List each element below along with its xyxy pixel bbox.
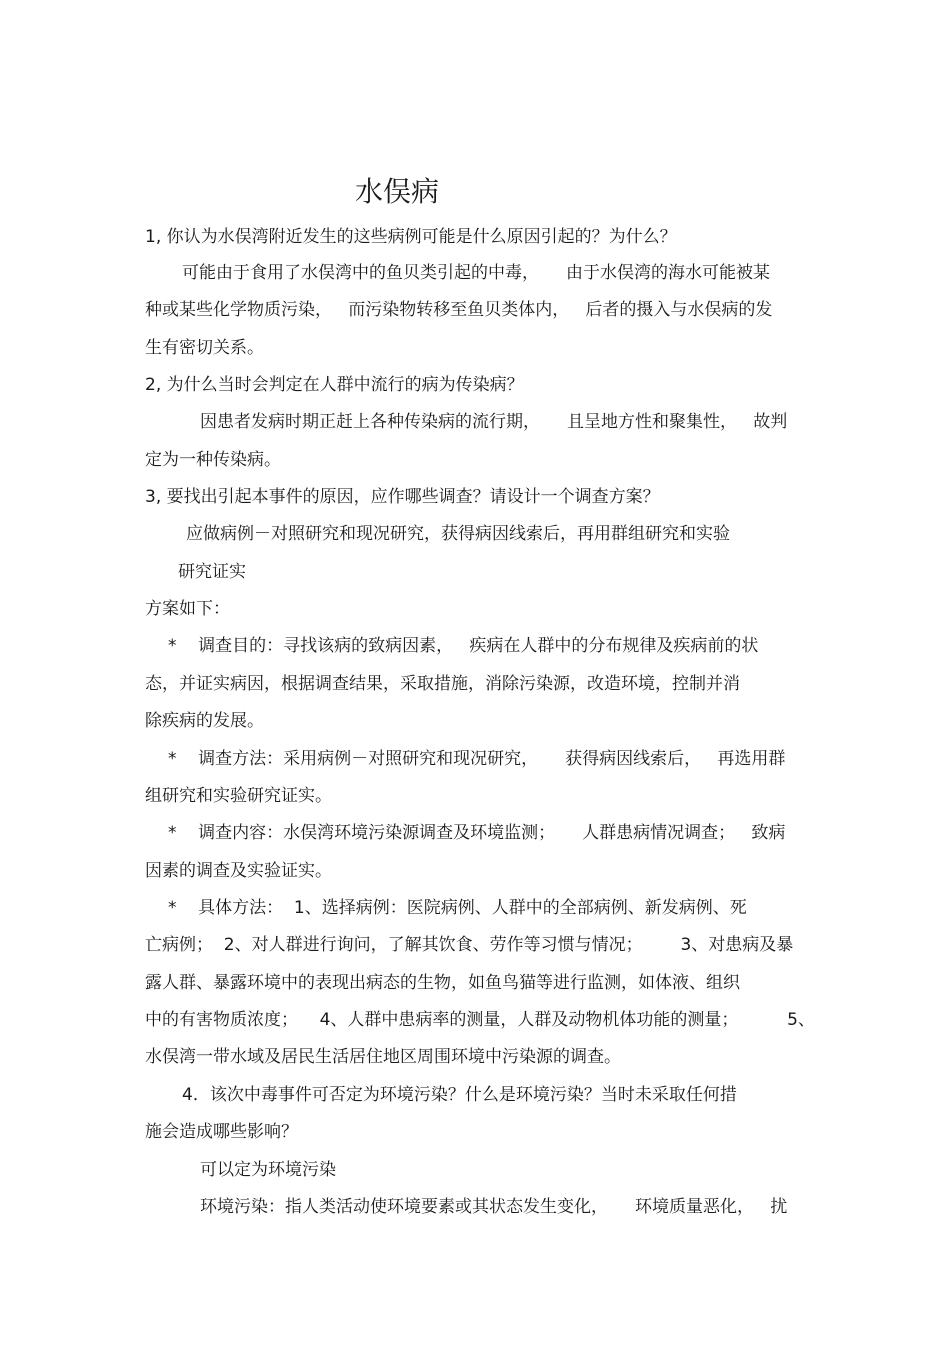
answer-3-line-1: 应做病例－对照研究和现况研究，获得病因线索后，再用群组研究和实验 bbox=[186, 524, 730, 544]
answer-4-line-2: 环境污染：指人类活动使环境要素或其状态发生变化， 环境质量恶化， 扰 bbox=[200, 1197, 788, 1217]
question-4-line-2: 施会造成哪些影响？ bbox=[145, 1122, 298, 1142]
plan-method-line-2: 组研究和实验研究证实。 bbox=[145, 786, 332, 806]
plan-purpose-line-2: 态，并证实病因，根据调查结果，采取措施，消除污染源，改造环境，控制并消 bbox=[145, 674, 740, 694]
answer-2-line-1: 因患者发病时期正赶上各种传染病的流行期， 且呈地方性和聚集性， 故判 bbox=[200, 412, 788, 432]
plan-specific-line-4: 中的有害物质浓度； 4、人群中患病率的测量，人群及动物机体功能的测量； 5、 bbox=[145, 1010, 815, 1030]
plan-specific-line-5: 水俣湾一带水域及居民生活居住地区周围环境中污染源的调查。 bbox=[145, 1047, 621, 1067]
plan-specific-line-1: * 具体方法： 1、选择病例：医院病例、人群中的全部病例、新发病例、死 bbox=[168, 898, 747, 918]
plan-content-line-2: 因素的调查及实验证实。 bbox=[145, 861, 332, 881]
document-title: 水俣病 bbox=[355, 175, 440, 208]
plan-content-line-1: * 调查内容：水俣湾环境污染源调查及环境监测； 人群患病情况调查； 致病 bbox=[168, 823, 786, 843]
plan-purpose-line-3: 除疾病的发展。 bbox=[145, 711, 264, 731]
answer-4-line-1: 可以定为环境污染 bbox=[200, 1160, 336, 1180]
question-3: 3, 要找出引起本事件的原因，应作哪些调查？请设计一个调查方案？ bbox=[145, 487, 660, 507]
answer-2-line-2: 定为一种传染病。 bbox=[145, 450, 281, 470]
answer-1-line-3: 生有密切关系。 bbox=[145, 338, 264, 358]
question-1: 1, 你认为水俣湾附近发生的这些病例可能是什么原因引起的？为什么？ bbox=[145, 227, 677, 247]
plan-specific-line-3: 露人群、暴露环境中的表现出病态的生物，如鱼鸟猫等进行监测，如体液、组织 bbox=[145, 973, 740, 993]
plan-specific-line-2: 亡病例； 2、对人群进行询问，了解其饮食、劳作等习惯与情况； 3、对患病及暴 bbox=[145, 935, 794, 955]
question-2: 2, 为什么当时会判定在人群中流行的病为传染病？ bbox=[145, 375, 524, 395]
answer-1-line-2: 种或某些化学物质污染， 而污染物转移至鱼贝类体内， 后者的摄入与水俣病的发 bbox=[145, 300, 773, 320]
plan-heading: 方案如下： bbox=[145, 599, 230, 619]
answer-1-line-1: 可能由于食用了水俣湾中的鱼贝类引起的中毒， 由于水俣湾的海水可能被某 bbox=[182, 263, 771, 283]
answer-3-line-2: 研究证实 bbox=[178, 562, 246, 582]
plan-method-line-1: * 调查方法：采用病例－对照研究和现况研究， 获得病因线索后， 再选用群 bbox=[168, 749, 786, 769]
question-4-line-1: 4．该次中毒事件可否定为环境污染？什么是环境污染？当时未采取任何措 bbox=[182, 1085, 737, 1105]
plan-purpose-line-1: * 调查目的：寻找该病的致病因素， 疾病在人群中的分布规律及疾病前的状 bbox=[168, 636, 759, 656]
